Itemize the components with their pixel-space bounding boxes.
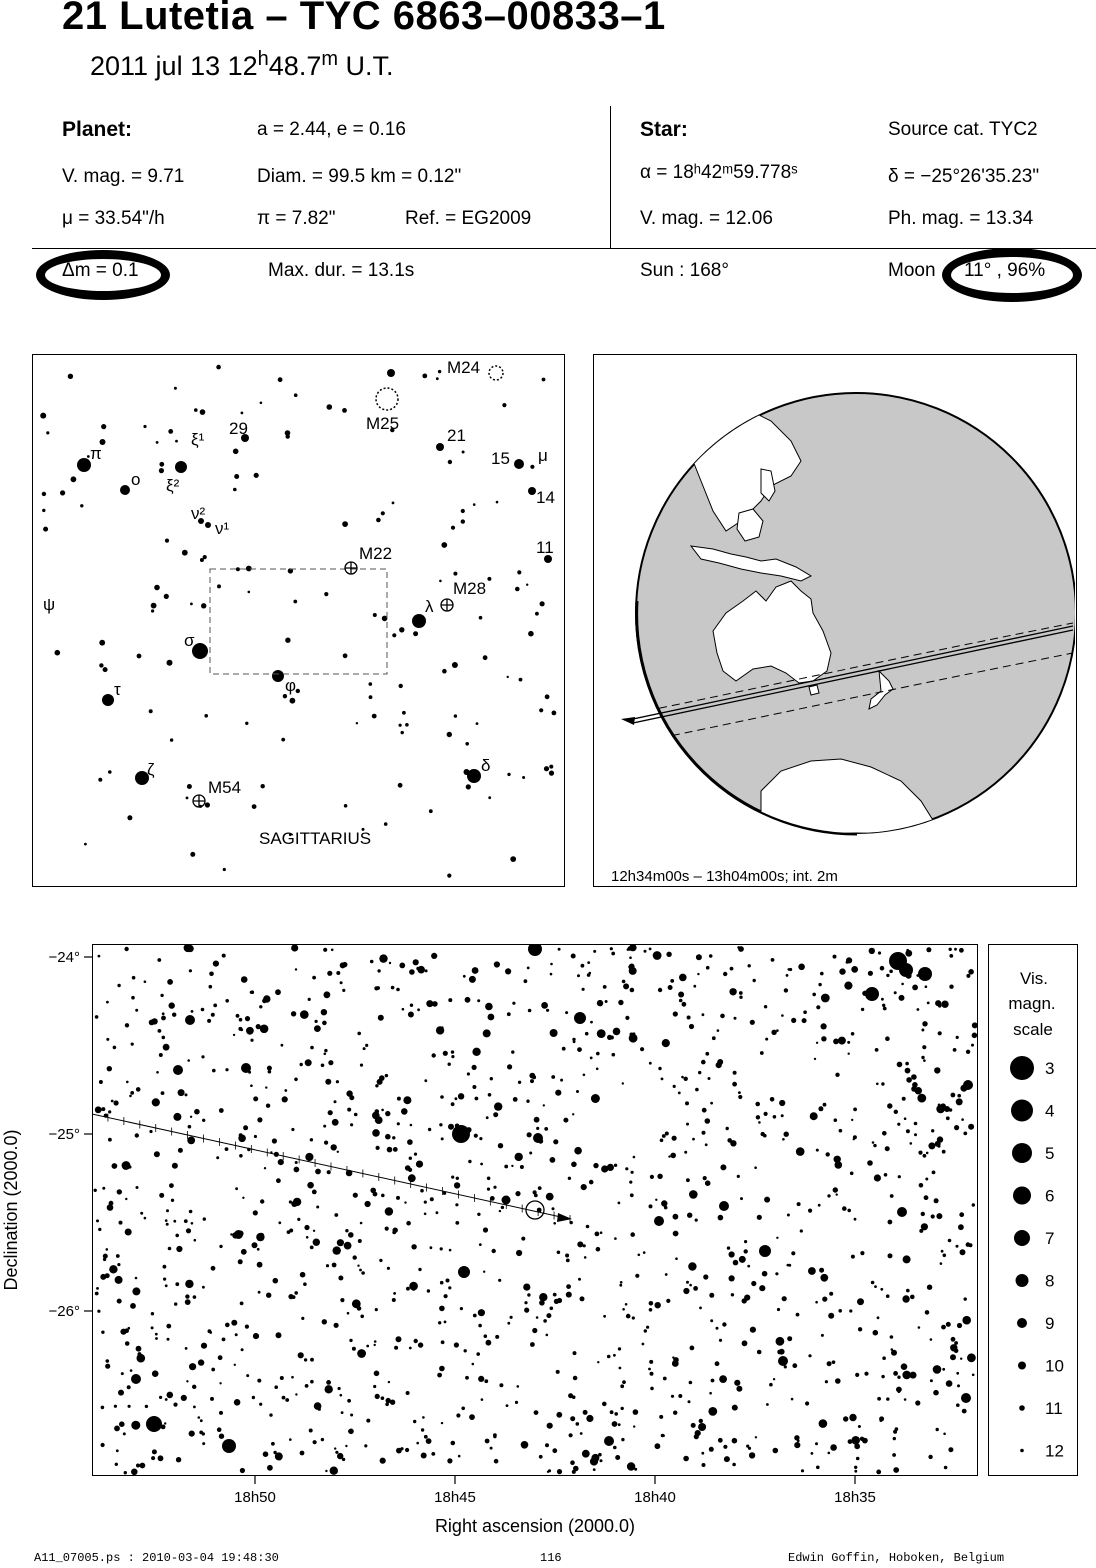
magnitude-scale-dots <box>1010 1056 1034 1452</box>
label-phi: φ <box>285 676 297 695</box>
finder-faint-star <box>43 527 48 532</box>
label-15: 15 <box>491 449 510 468</box>
finder-faint-star <box>186 797 189 800</box>
finder-faint-star <box>55 650 61 656</box>
finder-faint-star <box>441 542 447 548</box>
planet-reference: Ref. = EG2009 <box>405 208 532 229</box>
finder-faint-star <box>165 539 169 543</box>
footer-page-number: 116 <box>540 1551 562 1565</box>
finder-faint-star <box>80 504 83 507</box>
finder-faint-star <box>552 711 557 716</box>
finder-faint-star <box>293 600 297 604</box>
finder-faint-star <box>327 404 333 410</box>
finder-faint-star <box>487 577 491 581</box>
planet-parallax: π = 7.82" <box>257 208 336 229</box>
finder-faint-star <box>515 587 520 592</box>
finder-faint-star <box>174 387 177 390</box>
finder-faint-star <box>281 738 285 742</box>
finder-faint-star <box>465 742 469 746</box>
label-xi2: ξ² <box>166 476 180 495</box>
finder-faint-star <box>233 488 237 492</box>
finder-faint-star <box>507 676 509 678</box>
finder-faint-star <box>217 584 221 588</box>
finder-faint-star <box>342 408 347 413</box>
finder-faint-star <box>376 518 381 523</box>
finder-faint-star <box>108 770 112 774</box>
scale-title-line-3: scale <box>1013 1020 1053 1039</box>
finder-faint-star <box>439 580 442 583</box>
finder-faint-star <box>461 509 465 513</box>
label-tau: τ <box>114 680 121 699</box>
planet-motion: μ = 33.54"/h <box>62 208 165 229</box>
xtick-label-1840: 18h40 <box>634 1489 676 1506</box>
finder-faint-star <box>205 802 210 807</box>
magnitude-label-8: 8 <box>1045 1271 1055 1291</box>
minutes-text: 48.7 <box>268 51 322 81</box>
finder-faint-star <box>248 591 251 594</box>
label-zeta: ζ <box>147 760 155 779</box>
finder-faint-star <box>373 613 377 617</box>
label-m24: M24 <box>447 358 481 377</box>
finder-chart-panel <box>32 354 565 887</box>
finder-bright-star <box>436 443 444 451</box>
finder-faint-star <box>447 732 452 737</box>
label-psi: ψ <box>43 595 56 614</box>
star-delta: δ = −25°26'35.23" <box>888 166 1040 187</box>
planet-diameter: Diam. = 99.5 km = 0.12" <box>257 166 462 187</box>
finder-faint-star <box>436 377 439 380</box>
finder-faint-star <box>324 592 328 596</box>
finder-faint-star <box>384 822 388 826</box>
finder-faint-star <box>151 609 154 612</box>
finder-faint-star <box>194 408 198 412</box>
finder-faint-star <box>369 682 373 686</box>
finder-faint-star <box>530 465 534 469</box>
magnitude-label-3: 3 <box>1045 1059 1055 1078</box>
finder-faint-star <box>401 731 404 734</box>
label-mu: μ <box>538 446 548 465</box>
x-axis-title: Right ascension (2000.0) <box>434 1516 636 1536</box>
finder-faint-star <box>392 502 395 505</box>
finder-faint-star <box>151 603 157 609</box>
globe-time-caption: 12h34m00s – 13h04m00s; int. 2m <box>611 868 838 885</box>
magnitude-dot-9 <box>1017 1318 1027 1328</box>
finder-faint-star <box>496 501 499 504</box>
planet-heading: Planet: <box>62 118 133 141</box>
finder-faint-star <box>164 594 169 599</box>
finder-faint-star <box>488 796 491 799</box>
magnitude-label-6: 6 <box>1045 1186 1055 1206</box>
finder-faint-star <box>168 429 173 434</box>
finder-faint-star <box>261 784 265 788</box>
finder-faint-star <box>103 667 108 672</box>
finder-faint-star <box>452 662 458 668</box>
finder-bright-star <box>412 614 426 628</box>
m54-globular-icon <box>193 795 205 807</box>
label-29: 29 <box>229 419 248 438</box>
finder-faint-star <box>252 804 257 809</box>
finder-faint-star <box>60 490 65 495</box>
finder-faint-star <box>343 653 348 658</box>
finder-star-field <box>40 365 556 878</box>
finder-faint-star <box>241 412 244 415</box>
footer-author: Edwin Goffin, Hoboken, Belgium <box>788 1551 1005 1565</box>
finder-faint-star <box>549 765 553 769</box>
m28-globular-icon <box>441 599 453 611</box>
finder-bright-star <box>272 670 284 682</box>
finder-faint-star <box>98 778 102 782</box>
finder-faint-star <box>540 601 545 606</box>
finder-faint-star <box>392 633 396 637</box>
magnitude-dot-3 <box>1010 1056 1034 1080</box>
star-phmag: Ph. mag. = 13.34 <box>888 208 1034 229</box>
finder-bright-star <box>528 487 536 495</box>
label-delta: δ <box>481 756 491 775</box>
finder-bright-star <box>102 694 114 706</box>
magnitude-dot-4 <box>1011 1100 1033 1122</box>
magnitude-dot-5 <box>1012 1143 1032 1163</box>
hour-superscript: h <box>257 48 269 70</box>
finder-faint-star <box>99 663 103 667</box>
star-heading: Star: <box>640 118 688 141</box>
finder-faint-star <box>528 631 534 637</box>
finder-faint-star <box>461 519 465 523</box>
label-m28: M28 <box>453 579 487 598</box>
magnitude-label-7: 7 <box>1045 1229 1055 1248</box>
finder-faint-star <box>502 403 506 407</box>
magnitude-label-10: 10 <box>1045 1356 1064 1376</box>
label-nu1: ν¹ <box>215 519 230 538</box>
finder-bright-star <box>175 461 187 473</box>
label-sigma: σ <box>184 631 195 650</box>
finder-faint-star <box>200 409 206 415</box>
scale-title-line-1: Vis. <box>1019 969 1049 988</box>
finder-faint-star <box>99 640 105 646</box>
finder-faint-star <box>342 521 348 527</box>
finder-faint-star <box>223 868 226 871</box>
date-text: 2011 jul 13 12 <box>90 51 258 81</box>
m25-cluster-icon <box>376 388 398 410</box>
finder-faint-star <box>442 669 447 674</box>
finder-faint-star <box>399 724 402 727</box>
finder-faint-star <box>156 441 159 444</box>
finder-faint-star <box>187 784 192 789</box>
globe-svg <box>594 355 1075 885</box>
magnitude-scale-svg <box>989 945 1076 1474</box>
finder-faint-star <box>356 722 358 724</box>
m24-cloud-icon <box>489 366 503 380</box>
finder-faint-star <box>200 558 204 562</box>
scale-title-line-2: magn. <box>1008 994 1056 1013</box>
ut-text: U.T. <box>338 51 394 81</box>
ytick-label-m26: −26° <box>48 1303 80 1320</box>
label-m22: M22 <box>359 544 393 563</box>
ytick-label-m25: −25° <box>48 1126 80 1143</box>
finder-faint-star <box>46 431 49 434</box>
finder-faint-star <box>454 714 457 717</box>
tasmania-landmass <box>809 685 819 695</box>
planet-vmag: V. mag. = 9.71 <box>62 166 185 187</box>
finder-faint-star <box>402 711 406 715</box>
label-xi1: ξ¹ <box>191 430 205 449</box>
page-title: 21 Lutetia – TYC 6863–00833–1 <box>62 0 666 38</box>
finder-faint-star <box>234 474 239 479</box>
finder-faint-star <box>398 783 403 788</box>
finder-faint-star <box>473 503 476 506</box>
finder-faint-star <box>154 585 160 591</box>
magnitude-dot-6 <box>1013 1187 1031 1205</box>
finder-faint-star <box>519 678 523 682</box>
finder-faint-star <box>462 451 465 454</box>
magnitude-label-9: 9 <box>1045 1314 1055 1333</box>
finder-faint-star <box>285 638 290 643</box>
finder-faint-star <box>544 766 549 771</box>
finder-faint-star <box>522 776 525 779</box>
label-omicron: ο <box>131 470 141 489</box>
minute-superscript: m <box>321 48 339 70</box>
finder-faint-star <box>84 843 87 846</box>
finder-faint-star <box>399 684 403 688</box>
magnitude-dot-12 <box>1020 1449 1024 1453</box>
finder-faint-star <box>286 434 290 438</box>
finder-faint-star <box>42 509 45 512</box>
finder-faint-star <box>170 738 173 741</box>
moon-value: 11° , 96% <box>964 260 1046 281</box>
label-m25: M25 <box>366 414 400 433</box>
finder-faint-star <box>190 603 193 606</box>
finder-faint-star <box>71 476 77 482</box>
finder-faint-star <box>476 722 479 725</box>
finder-faint-star <box>451 526 455 530</box>
finder-faint-star <box>159 462 164 467</box>
finder-faint-star <box>381 511 385 515</box>
ytick-label-m24: −24° <box>48 949 80 966</box>
magnitude-dot-10 <box>1018 1362 1026 1370</box>
finder-faint-star <box>549 771 554 776</box>
finder-faint-star <box>539 708 543 712</box>
finder-faint-star <box>245 722 248 725</box>
star-chart-frame <box>92 944 978 1476</box>
finder-faint-star <box>429 809 433 813</box>
finder-chart-svg <box>33 355 563 885</box>
finder-faint-star <box>464 769 470 775</box>
magnitude-label-4: 4 <box>1045 1101 1055 1121</box>
footer-filename: A11_07005.ps : 2010-03-04 19:48:30 <box>34 1551 279 1565</box>
finder-bright-star <box>120 485 130 495</box>
magnitude-label-11: 11 <box>1045 1399 1063 1418</box>
finder-faint-star <box>143 425 146 428</box>
label-21: 21 <box>447 426 466 445</box>
finder-faint-star <box>159 468 164 473</box>
finder-faint-star <box>448 460 452 464</box>
xtick-label-1850: 18h50 <box>234 1489 276 1506</box>
finder-faint-star <box>201 603 206 608</box>
finder-faint-star <box>167 660 173 666</box>
magnitude-scale-panel <box>988 944 1078 1476</box>
finder-faint-star <box>438 370 441 373</box>
finder-faint-star <box>137 654 142 659</box>
finder-faint-star <box>526 584 528 586</box>
finder-bright-star <box>77 458 91 472</box>
finder-faint-star <box>447 874 451 878</box>
finder-faint-star <box>68 374 73 379</box>
table-vertical-divider <box>610 106 611 248</box>
finder-faint-star <box>545 694 550 699</box>
event-datetime <box>90 48 394 82</box>
finder-bright-star <box>514 459 524 469</box>
sun-elongation: Sun : 168° <box>640 260 729 281</box>
finder-faint-star <box>204 714 208 718</box>
star-alpha: α = 18ʰ42ᵐ59.778ˢ <box>640 162 798 183</box>
finder-faint-star <box>369 695 373 699</box>
finder-faint-star <box>413 631 418 636</box>
magnitude-label-5: 5 <box>1045 1144 1055 1163</box>
shadow-direction-arrow-icon <box>621 717 635 725</box>
constellation-name: SAGITTARIUS <box>259 829 372 848</box>
finder-faint-star <box>453 572 457 576</box>
finder-faint-star <box>507 773 510 776</box>
finder-faint-star <box>510 856 516 862</box>
finder-faint-star <box>399 627 404 632</box>
finder-faint-star <box>236 567 240 571</box>
finder-faint-star <box>296 689 300 693</box>
moon-label: Moon <box>888 260 936 281</box>
delta-magnitude: Δm = 0.1 <box>62 260 139 281</box>
finder-faint-star <box>517 570 521 574</box>
finder-faint-star <box>290 698 296 704</box>
finder-faint-star <box>479 616 483 620</box>
star-vmag: V. mag. = 12.06 <box>640 208 773 229</box>
finder-faint-star <box>294 393 298 397</box>
finder-faint-star <box>149 709 153 713</box>
globe-panel <box>593 354 1077 887</box>
planet-orbit: a = 2.44, e = 0.16 <box>257 119 406 140</box>
finder-faint-star <box>405 723 409 727</box>
finder-bright-star <box>387 369 395 377</box>
magnitude-dot-7 <box>1014 1230 1030 1246</box>
max-duration: Max. dur. = 13.1s <box>268 260 415 281</box>
finder-field-rectangle <box>210 569 387 674</box>
star-source: Source cat. TYC2 <box>888 119 1038 140</box>
finder-faint-star <box>260 402 263 405</box>
finder-faint-star <box>233 449 239 455</box>
table-horizontal-divider <box>32 248 1096 249</box>
xtick-label-1845: 18h45 <box>434 1489 476 1506</box>
finder-faint-star <box>254 473 259 478</box>
finder-faint-star <box>422 374 427 379</box>
finder-faint-star <box>175 440 178 443</box>
xtick-label-1835: 18h35 <box>834 1489 876 1506</box>
magnitude-dot-11 <box>1019 1405 1025 1411</box>
y-axis-title: Declination (2000.0) <box>1 1129 21 1291</box>
finder-faint-star <box>278 377 283 382</box>
finder-faint-star <box>542 378 546 382</box>
finder-faint-star <box>190 852 195 857</box>
finder-bright-star <box>205 522 211 528</box>
magnitude-label-12: 12 <box>1045 1441 1064 1461</box>
finder-faint-star <box>372 714 377 719</box>
finder-faint-star <box>535 612 539 616</box>
magnitude-dot-8 <box>1016 1274 1029 1287</box>
finder-faint-star <box>483 655 488 660</box>
m22-globular-icon <box>345 562 357 574</box>
finder-faint-star <box>216 365 221 370</box>
finder-faint-star <box>466 784 471 789</box>
label-nu2: ν² <box>191 504 206 523</box>
finder-faint-star <box>101 424 106 429</box>
label-pi: π <box>90 444 102 463</box>
finder-faint-star <box>182 550 188 556</box>
finder-faint-star <box>344 804 348 808</box>
finder-faint-star <box>127 815 132 820</box>
finder-faint-star <box>42 492 46 496</box>
label-m54: M54 <box>208 778 242 797</box>
finder-faint-star <box>40 413 46 419</box>
label-lambda: λ <box>425 597 434 616</box>
label-11: 11 <box>536 538 554 557</box>
label-14: 14 <box>536 488 555 507</box>
